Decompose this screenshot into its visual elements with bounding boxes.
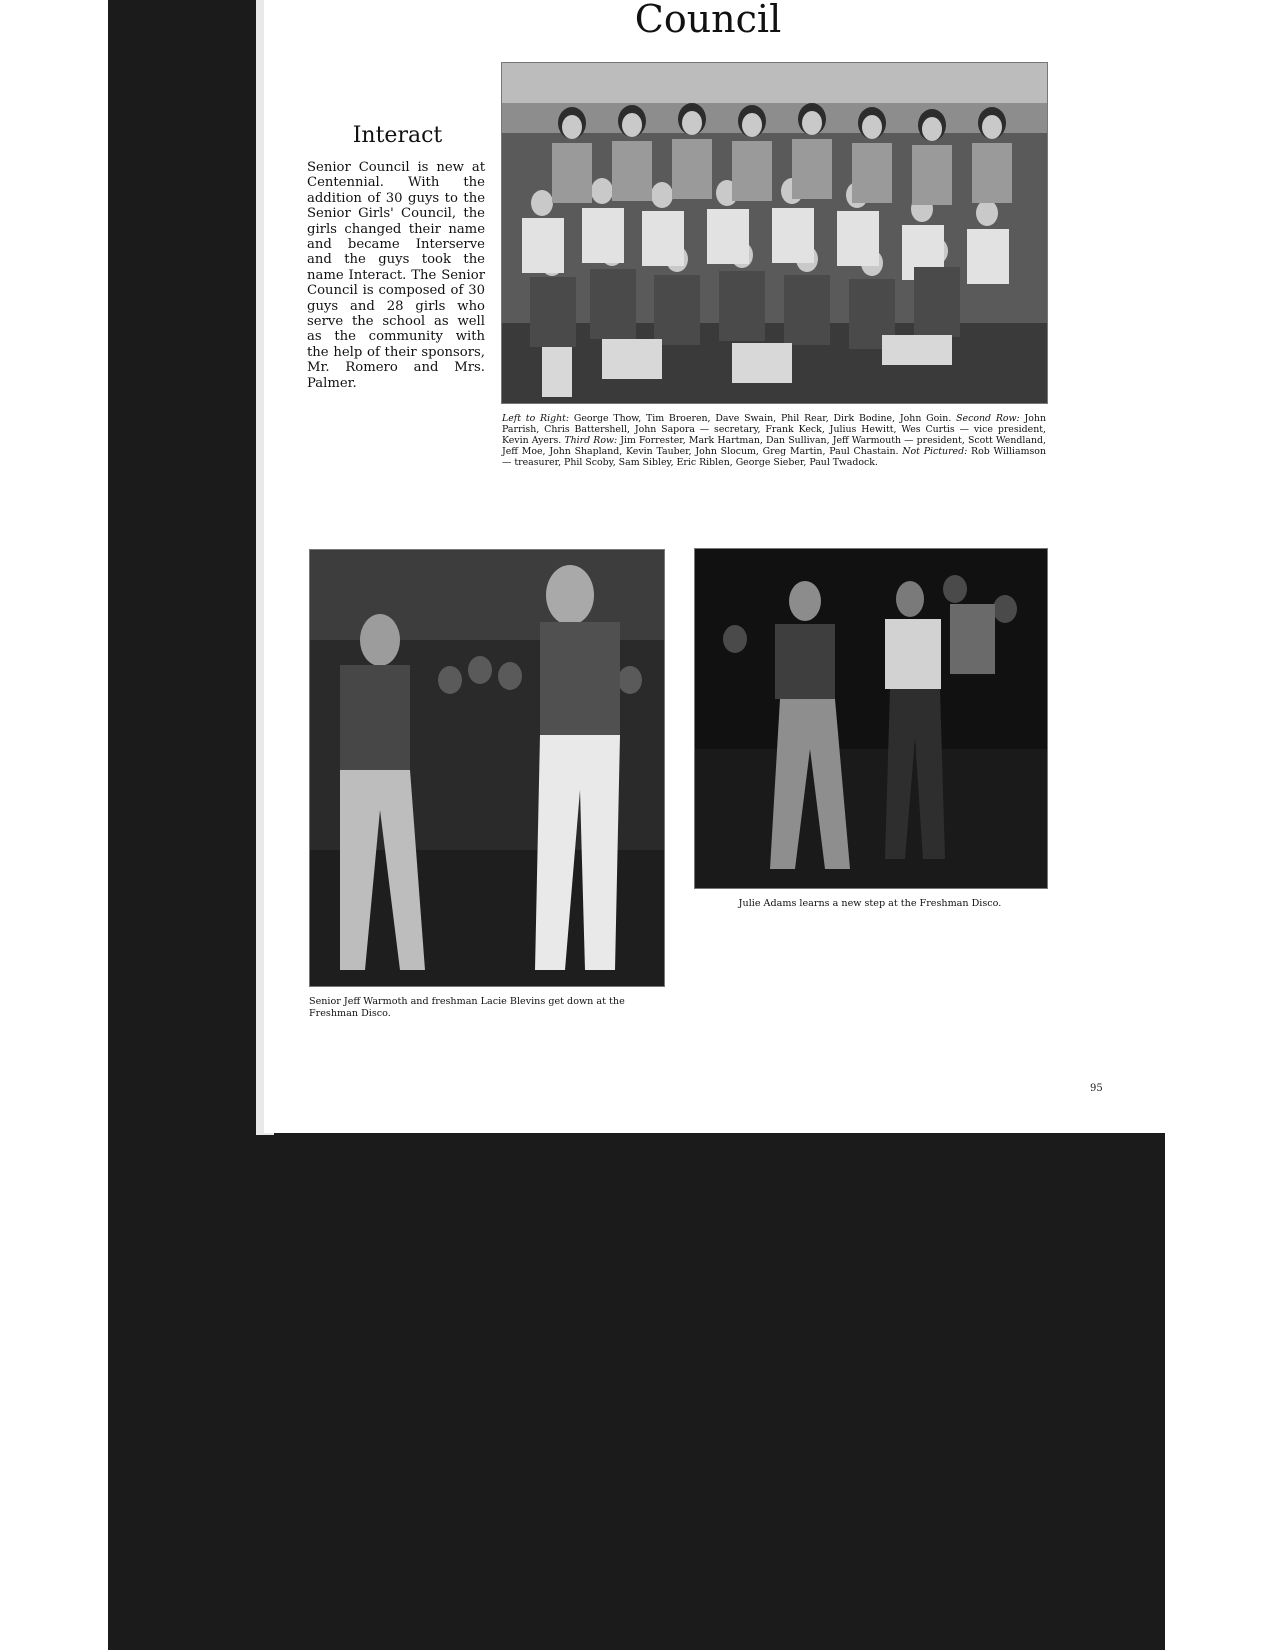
caption-np-names: Rob Williamson — treasurer, Phil Scoby, Sam Sibley, Eric Riblen, George Sieber, Paul Twadock. xyxy=(502,446,1046,468)
caption-np-label: Not Pictured: xyxy=(902,446,968,457)
page-title: Council xyxy=(634,0,782,41)
article-body: Senior Council is new at Centennial. With the addition of 30 guys to the Senior Girls' Council, the girls changed their name and became Interserve and the guys took the name Interact. The Senior Council is composed of 30 guys and 28 girls who serve the school as well as the community with the help of their sponsors, Mr. Romero and Mrs. Palmer. xyxy=(307,160,485,391)
page-number: 95 xyxy=(1090,1083,1103,1094)
caption-row1-names: George Thow, Tim Broeren, Dave Swain, Phil Rear, Dirk Bodine, John Goin. xyxy=(569,413,957,424)
disco-photo-right-caption: Julie Adams learns a new step at the Freshman Disco. xyxy=(738,898,1002,909)
caption-row2-label: Second Row: xyxy=(956,413,1020,424)
caption-row3-label: Third Row: xyxy=(564,435,618,446)
caption-row3-names: Jim Forrester, Mark Hartman, Dan Sullivan, Jeff Warmouth — president, Scott Wendland, Jeff Moe, John Shapland, Kevin Tauber, John Slocum, Greg Martin, Paul Chastain. xyxy=(502,435,1046,457)
caption-row1-label: Left to Right: xyxy=(502,413,570,424)
group-photo xyxy=(501,62,1048,404)
disco-photo-left xyxy=(309,549,665,987)
caption-row2-names: John Parrish, Chris Battershell, John Sapora — secretary, Frank Keck, Julius Hewitt, Wes Curtis — vice president, Kevin Ayers. xyxy=(502,413,1046,446)
disco-photo-left-caption: Senior Jeff Warmoth and freshman Lacie Blevins get down at the Freshman Disco. xyxy=(309,996,625,1019)
group-photo-caption xyxy=(502,413,1046,468)
section-heading: Interact xyxy=(352,123,443,148)
disco-photo-right xyxy=(694,548,1048,889)
